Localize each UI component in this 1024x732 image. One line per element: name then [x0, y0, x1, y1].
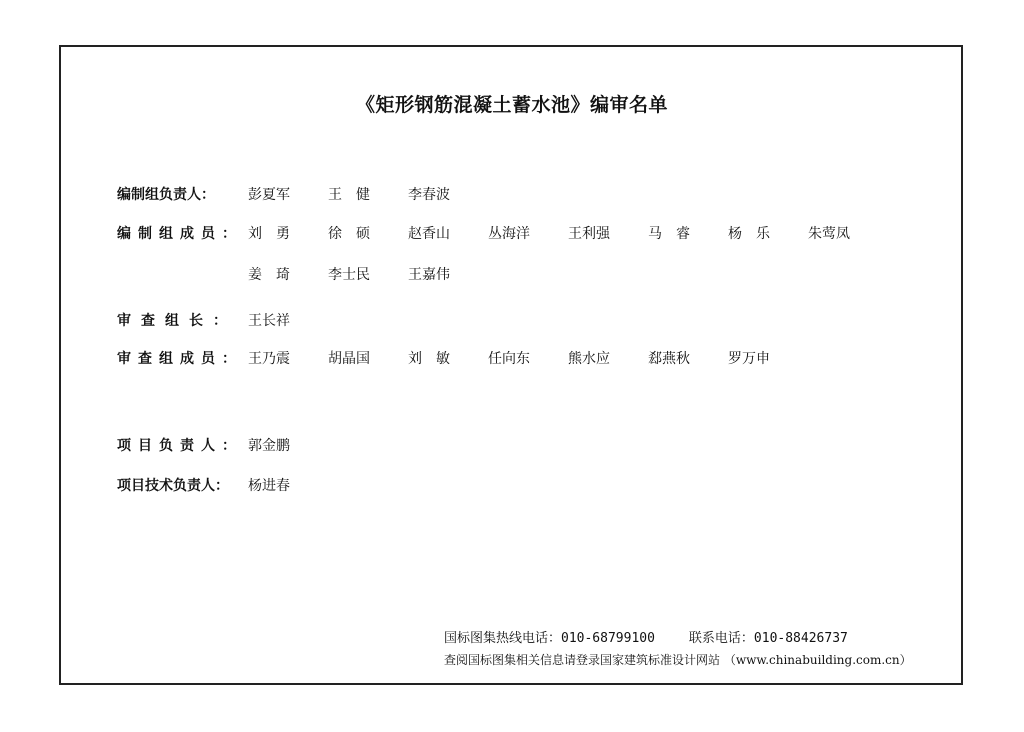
- person-name: 赵香山: [408, 226, 450, 242]
- names-list: [248, 184, 488, 206]
- person-name: 刘 敏: [408, 351, 450, 367]
- names-list: [248, 348, 808, 370]
- person-name: 罗万申: [728, 351, 770, 367]
- person-name: 李春波: [408, 187, 450, 203]
- person-name: 王利强: [568, 226, 610, 242]
- person-name: 王嘉伟: [408, 267, 450, 283]
- names-list: [248, 310, 328, 332]
- person-name: 杨 乐: [728, 226, 770, 242]
- row-label: 项目负责人：: [117, 438, 243, 454]
- person-name: 李士民: [328, 267, 370, 283]
- footer-phones: [444, 627, 848, 646]
- person-name: 姜 琦: [248, 267, 290, 283]
- person-name: 王乃震: [248, 351, 290, 367]
- document-title: 《矩形钢筋混凝土蓄水池》编审名单: [355, 94, 668, 116]
- row-label: 编制组成员：: [117, 226, 243, 242]
- person-name: 彭夏军: [248, 187, 290, 203]
- row-label: 编制组负责人：: [117, 187, 215, 203]
- person-name: 马 睿: [648, 226, 690, 242]
- names-list: [248, 475, 328, 497]
- person-name: 胡晶国: [328, 351, 370, 367]
- hotline-text: 国标图集热线电话：010-68799100: [444, 631, 655, 646]
- contact-phone-text: 联系电话：010-88426737: [688, 631, 848, 646]
- person-name: 徐 硕: [328, 226, 370, 242]
- person-name: 杨进春: [248, 478, 290, 494]
- person-name: 丛海洋: [488, 226, 530, 242]
- names-list: [248, 223, 888, 245]
- names-list: [248, 264, 488, 286]
- row-label: 审查组成员：: [117, 351, 243, 367]
- person-name: 朱莺凤: [808, 226, 850, 242]
- person-name: 郄燕秋: [648, 351, 690, 367]
- row-label: 项目技术负责人：: [117, 478, 229, 494]
- person-name: 王长祥: [248, 313, 290, 329]
- person-name: 任向东: [488, 351, 530, 367]
- person-name: 郭金鹏: [248, 438, 290, 454]
- person-name: 王 健: [328, 187, 370, 203]
- footer-website-text: 查阅国标图集相关信息请登录国家建筑标准设计网站 （www.chinabuilding.com.cn）: [444, 653, 912, 667]
- person-name: 熊水应: [568, 351, 610, 367]
- row-label: 审查组长：: [117, 313, 237, 329]
- names-list: [248, 435, 328, 457]
- person-name: 刘 勇: [248, 226, 290, 242]
